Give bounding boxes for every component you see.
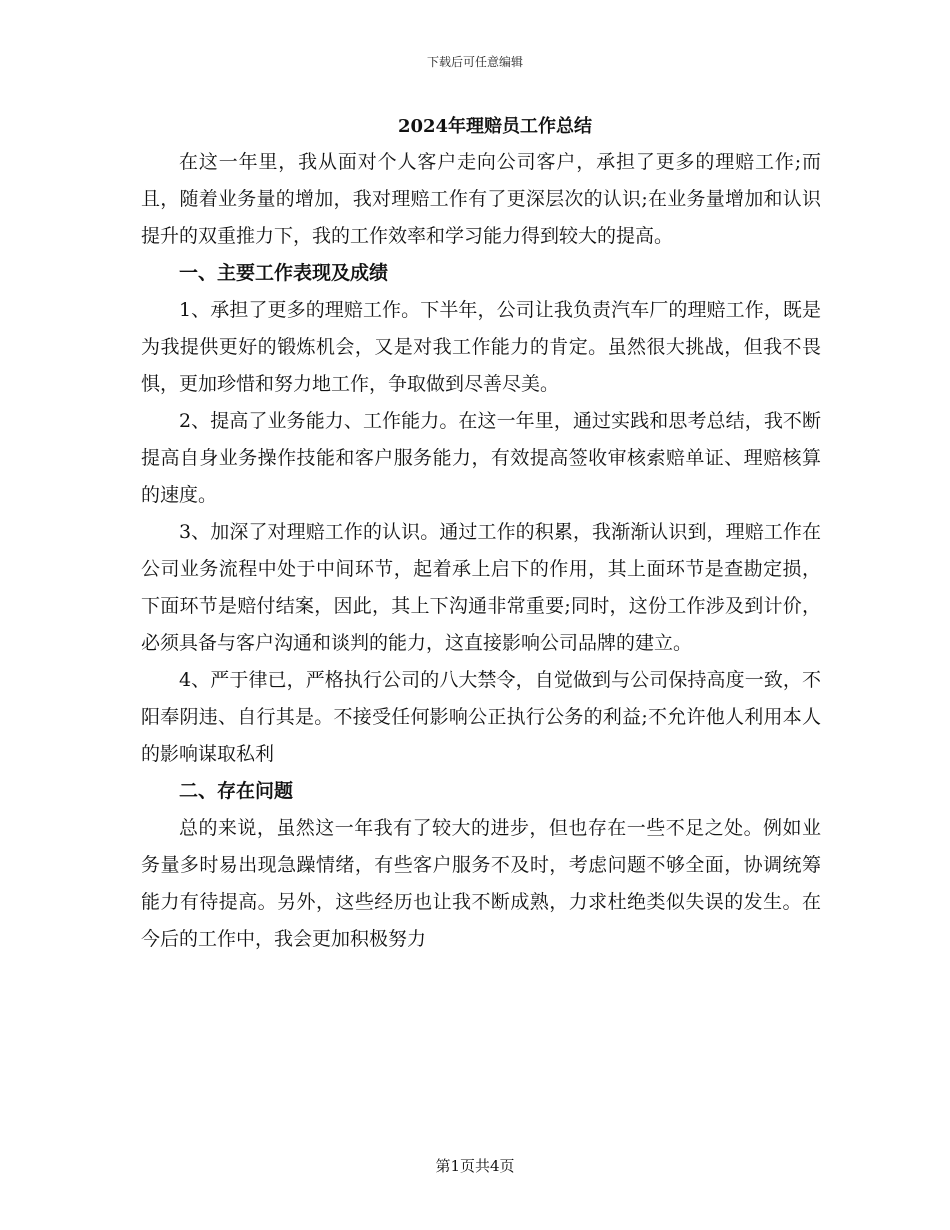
page-header-note: 下载后可任意编辑 (426, 55, 523, 69)
achievement-item-1: 1、承担了更多的理赔工作。下半年，公司让我负责汽车厂的理赔工作，既是为我提供更好的锻炼机会，又是对我工作能力的肯定。虽然很大挑战，但我不畏惧，更加珍惜和努力地工作，争取做到尽善尽美。 (141, 299, 821, 395)
document-title: 2024年理赔员工作总结 (397, 116, 593, 137)
achievement-item-4: 4、严于律已，严格执行公司的八大禁令，自觉做到与公司保持高度一致，不阳奉阴违、自行其是。不接受任何影响公正执行公务的利益;不允许他人利用本人的影响谋取私利 (141, 669, 821, 765)
intro-paragraph: 在这一年里，我从面对个人客户走向公司客户，承担了更多的理赔工作;而且，随着业务量的增加，我对理赔工作有了更深层次的认识;在业务量增加和认识提升的双重推力下，我的工作效率和学习能力得到较大的提高。 (141, 151, 821, 247)
achievement-item-3: 3、加深了对理赔工作的认识。通过工作的积累，我渐渐认识到，理赔工作在公司业务流程中处于中间环节，起着承上启下的作用，其上面环节是查勘定损，下面环节是赔付结案，因此，其上下沟通非常重要;同时，这份工作涉及到计价，必须具备与客户沟通和谈判的能力，这直接影响公司品牌的建立。 (141, 521, 821, 654)
achievement-item-2: 2、提高了业务能力、工作能力。在这一年里，通过实践和思考总结，我不断提高自身业务操作技能和客户服务能力，有效提高签收审核索赔单证、理赔核算的速度。 (141, 410, 821, 506)
document-body (141, 144, 821, 958)
section-heading-achievements: 一、主要工作表现及成绩 (179, 262, 389, 284)
problems-paragraph: 总的来说，虽然这一年我有了较大的进步，但也存在一些不足之处。例如业务量多时易出现急躁情绪，有些客户服务不及时，考虑问题不够全面，协调统筹能力有待提高。另外，这些经历也让我不断成熟，力求杜绝类似失误的发生。在今后的工作中，我会更加积极努力 (141, 817, 821, 950)
page-footer-number: 第1页共4页 (435, 1157, 515, 1175)
section-heading-problems: 二、存在问题 (179, 780, 294, 802)
